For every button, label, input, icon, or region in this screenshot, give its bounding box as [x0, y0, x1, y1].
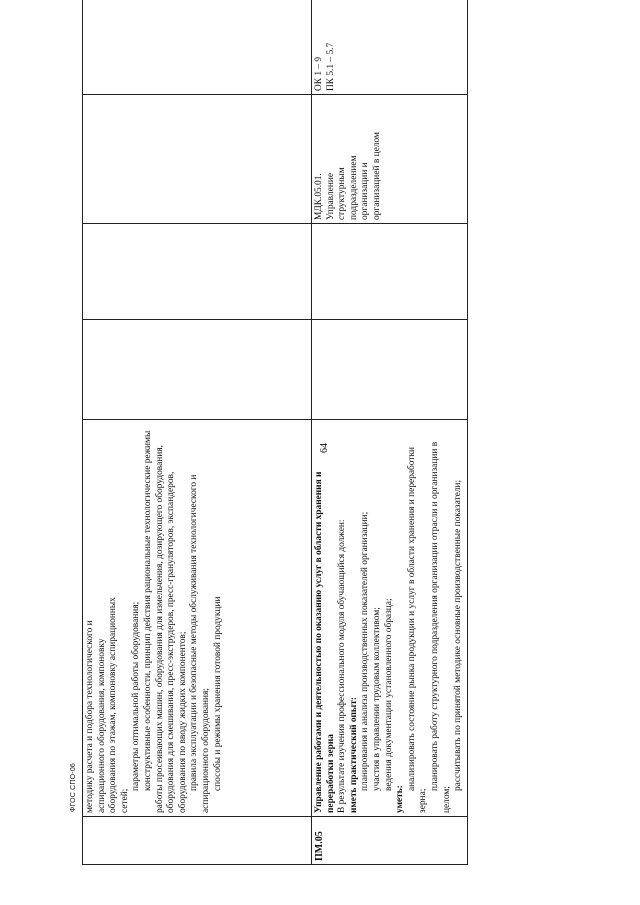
skills-heading: уметь: — [395, 785, 406, 813]
module-code: ПМ.05 — [312, 817, 468, 865]
table-row — [312, 0, 468, 865]
competence-cell — [83, 0, 312, 95]
mdk-line: подразделением — [348, 155, 359, 220]
mdk-line: структурным — [337, 167, 348, 220]
mdk-line: Управление — [325, 172, 336, 220]
page-number: 64 — [319, 443, 330, 453]
desc-paragraph: параметры оптимальной работы оборудования; — [131, 601, 142, 791]
module-title: Управление работами и деятельностью по оказанию услуг в области хранения и переработки зерна — [314, 471, 336, 813]
skills-item: анализировать состояние рынка продукции и услуг в области хранения и переработки зерна; — [406, 446, 429, 813]
mdk-cell — [83, 95, 312, 224]
desc-paragraph: конструктивные особенности, принцип действия рациональные технологические режимы работы просеивающих машин, оборудования для измельчения, дозирующего оборудования, оборудования для смешивания, пресс-экструдеров, пресс-грануляторов, экспандеров, оборудования по вводу жидких компонентов; — [142, 430, 188, 813]
desc-line: сетей; — [119, 788, 130, 813]
desc-paragraph: способы и режимы хранения готовой продукции — [212, 596, 223, 791]
experience-item: участия в управлении трудовым коллективом; — [371, 607, 382, 791]
description-cell — [83, 420, 312, 817]
competence-line: ПК 5.1 – 5.7 — [325, 42, 336, 91]
module-intro: В результате изучения профессионального модуля обучающийся должен: — [337, 519, 348, 813]
desc-line: оборудования по этажам, компоновку аспирационных — [108, 597, 119, 813]
empty-cell — [83, 320, 312, 420]
mdk-line: организацией в целом — [371, 132, 382, 220]
empty-cell — [83, 224, 312, 320]
skills-item: рассчитывать по принятой методике основные производственные показатели; — [453, 479, 464, 791]
desc-paragraph: правила эксплуатации и безопасные методы обслуживания технологического и аспирационного оборудования; — [189, 474, 211, 813]
mdk-line: МДК.05.01. — [314, 173, 324, 220]
competence-cell — [312, 0, 468, 95]
empty-cell — [312, 224, 468, 320]
code-cell — [83, 817, 312, 865]
curriculum-table — [82, 0, 468, 865]
desc-line: методику расчета и подбора технологического и — [85, 620, 95, 813]
experience-item: планирования и анализа производственных показателей организации; — [360, 511, 371, 791]
module-description — [312, 420, 468, 817]
rotated-table-wrapper — [82, 33, 464, 865]
experience-item: ведения документации установленного образца; — [383, 598, 394, 791]
empty-cell — [312, 320, 468, 420]
competence-line: ОК 1 – 9 — [314, 56, 324, 91]
mdk-cell — [312, 95, 468, 224]
skills-item: планировать работу структурного подразделения организации отрасли и организации в целом; — [429, 441, 452, 813]
footer-label: ФГОС СПО-06 — [70, 762, 77, 812]
mdk-line: организации и — [360, 162, 371, 220]
experience-heading: иметь практический опыт: — [348, 697, 359, 813]
desc-line: аспирационного оборудования, компоновку — [96, 638, 107, 813]
table-row — [83, 0, 312, 865]
